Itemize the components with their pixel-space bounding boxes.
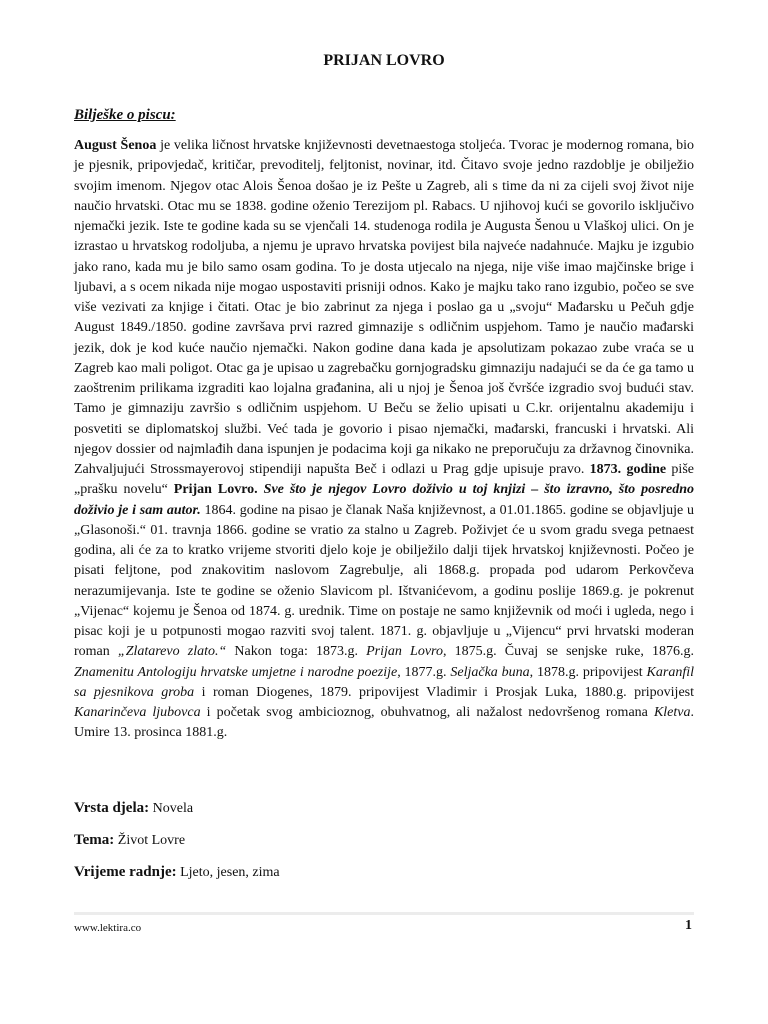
bio-text-11: . Umire 13. prosinca 1881.g. <box>74 705 694 741</box>
page-title: PRIJAN LOVRO <box>323 52 445 69</box>
bio-text-5: Nakon toga: 1873.g. <box>226 644 367 660</box>
bio-work-title: Prijan Lovro. <box>173 482 258 498</box>
bio-text-7: , 1877.g. <box>397 664 451 680</box>
biography-paragraph <box>74 136 694 744</box>
meta-theme <box>74 832 185 849</box>
meta-time <box>74 864 280 881</box>
bio-text-1: je velika ličnost hrvatske književnosti devetnaestoga stoljeća. Tvorac je modernog romana, bio je pjesnik, pripovjedač, kritičar, prevoditelj, feljtonist, novinar, itd. Čitavo svoje jedno razdoblje je obilježio svojim imenom. Njegov otac Alois Šenoa došao je iz Pešte u Zagreb, ali s time da ni za cijeli svoj život nije naučio hrvatski. Otac mu se 1838. godine oženio Terezijom pl. Rabacs. U njihovoj kući se govorilo isključivo njemački jezik. Iste te godine kada su se vjenčali 14. studenoga rodila je Augusta Šenou u Vlaškoj ulici. On je izrastao u hrvatskog rodoljuba, a njemu je upravo hrvatska povijest bila najveće nadahnuće. Majku je izgubio jako rano, kada mu je bilo samo osam godina. To je dosta utjecalo na njega, nije više imao majčinske brige i ljubavi, a s ocem nikada nije mogao uspostaviti prisniji odnos. Kako je majku tako rano izgubio, počeo se sve više vezivati za knjige i čitati. Otac je bio zabrinut za njega i poslao ga u „svoju“ Mađarsku u Pečuh gdje August 1849./1850. godine završava prvi razred gimnazije s odličnim uspjehom. Tamo je naučio mađarski jezik, dok je kod kuće naučio njemački. Nakon godine dana kada je apsolutizam pokazao zube vraća se u Zagreb kao mali poligot. Otac ga je upisao u zagrebačku gornjogradsku gimnaziju nadajući se da će ga tamo u zaoštrenim prilikama izgraditi kao lojalna građanina, ali u njoj je Šenoa još čvršće izgradio svoj budući stav. Tamo je gimnaziju završio s odličnim uspjehom. U Beču se želio upisati u C.kr. orijentalnu akademiju i posvetiti se diplomatskoj službi. Već tada je govorio i pisao njemački, mađarski, francuski i hrvatski. Ali njegov dossier od najmlađih dana ispunjen je podacima koji ga nikako ne preporučuju za državnog činovnika. Zahvaljujući Strossmayerovoj stipendiji napušta Beč i odlazi u Prag gdje upisuje pravo. <box>74 138 694 477</box>
meta-theme-label: Tema: <box>74 832 115 848</box>
work-antologija: Znamenitu Antologiju hrvatske umjetne i narodne poezije <box>74 664 398 680</box>
footer-divider <box>74 912 694 915</box>
meta-genre <box>74 800 193 817</box>
meta-theme-value: Život Lovre <box>114 833 186 848</box>
work-zlatarevo-zlato: „Zlatarevo zlato.“ <box>117 644 227 660</box>
footer-url[interactable]: www.lektira.co <box>74 922 142 934</box>
meta-time-value: Ljeto, jesen, zima <box>176 865 280 880</box>
bio-quote: Sve što je njegov Lovro doživio u toj knjizi – što izravno, što posredno doživio je i sam autor. <box>74 482 695 518</box>
bio-text-4: 1864. godine na pisao je članak Naša književnost, a 01.01.1865. godine se objavljuje u „Glasonoši.“ 01. travnja 1866. godine se vratio za stalno u Zagreb. Poživjet će u svom gradu svega petnaest godina, ali će za to kratko vrijeme stvoriti djelo koje je obilježilo dalji tijek hrvatskoj književnosti. Počeo je pisati feljtone, pod znakovitim naslovom Zagrebulje, ali 1868.g. propada pod udarom Perkovčeva nerazumijevanja. Iste te godine se oženio Slavicom pl. Ištvanićevom, a godinu poslije 1869.g. je pokrenut „Vijenac“ kojemu je Šenoa od 1874. g. urednik. Time on postaje ne samo književnik od moći i ugleda, nego i pisac koji je u potpunosti mogao razviti svoj talent. 1871. g. objavljuje u „Vijencu“ prvi hrvatski moderan roman <box>74 502 694 660</box>
work-kletva: Kletva <box>653 705 691 720</box>
work-prijan-lovro: Prijan Lovro <box>366 644 443 660</box>
meta-genre-value: Novela <box>149 801 194 816</box>
bio-text-6: , 1875.g. Čuvaj se senjske ruke, 1876.g. <box>442 644 694 660</box>
bio-year: 1873. godine <box>589 462 667 477</box>
work-karanfil: Karanfil sa pjesnikova groba <box>74 664 694 700</box>
bio-text-2: piše „prašku novelu“ <box>74 462 694 498</box>
section-heading: Bilješke o piscu: <box>74 107 176 123</box>
bio-text-9: i roman Diogenes, 1879. pripovijest Vladimir i Prosjak Luka, 1880.g. pripovijest <box>194 684 694 700</box>
page-number: 1 <box>685 918 692 933</box>
bio-text-8: , 1878.g. pripovijest <box>529 664 647 680</box>
meta-time-label: Vrijeme radnje: <box>74 864 177 880</box>
work-kanarinceva-ljubovca: Kanarinčeva ljubovca <box>74 705 201 720</box>
work-seljacka-buna: Seljačka buna <box>450 664 530 680</box>
bio-text-10: i početak svog ambicioznog, obuhvatnog, ali nažalost nedovršenog romana <box>200 705 654 720</box>
meta-genre-label: Vrsta djela: <box>74 800 150 816</box>
author-name: August Šenoa <box>74 138 157 153</box>
